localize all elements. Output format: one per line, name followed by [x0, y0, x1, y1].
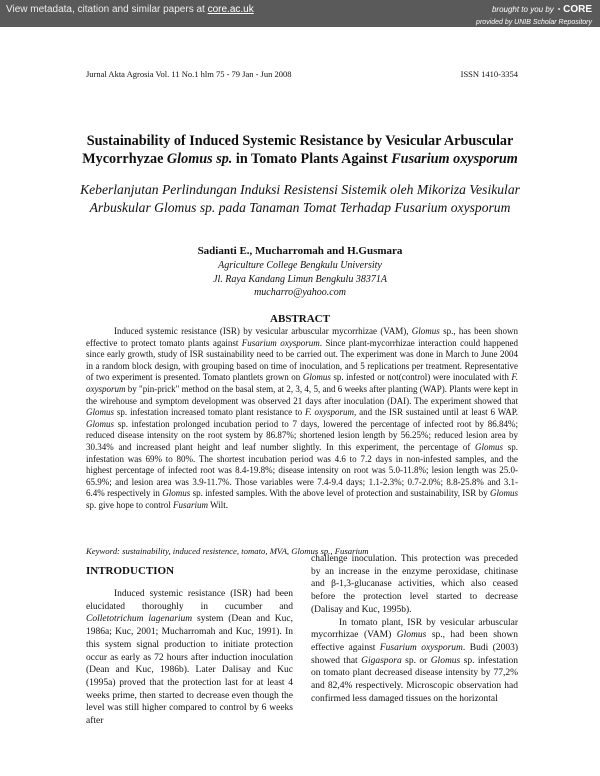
introduction-heading: INTRODUCTION [86, 565, 175, 577]
affiliation-line-2: Jl. Raya Kandang Limun Bengkulu 38371A [213, 273, 387, 285]
intro-paragraph-1: Induced systemic resistance (ISR) had been elucidated thoroughly in cucumber and Colletotrichum lagenarium system (Dean and Kuc, 1986a; Kuc, 2001; Mucharromah and Kuc, 1991). In this system signal production to initiate protection occur as early as 72 hours after induction inoculation (Dean and Kuc, 1986b). Later Dalisay and Kuc (1995a) proved that the protection last for at least 4 weeks prime, then started to decrease even though the level was still higher compared to control by 6 weeks after [86, 589, 294, 727]
keywords: Keyword: sustainability, induced resistence, tomato, MVA, Glomus sp., Fusarium [86, 546, 369, 556]
running-header [86, 69, 518, 79]
brought-by: brought to you by ◔ CORE [491, 4, 592, 15]
affiliation [0, 259, 600, 300]
core-site-link[interactable]: core.ac.uk [207, 4, 254, 15]
core-logo-icon: ◔ [556, 5, 561, 14]
issn: ISSN 1410-3354 [460, 69, 518, 79]
paper-title: Sustainability of Induced Systemic Resistance by Vesicular Arbuscular Mycorrhyzae Glomus sp. in Tomato Plants Against Fusarium oxysporum [82, 133, 518, 167]
journal-citation: Jurnal Akta Agrosia Vol. 11 No.1 hlm 75 - 79 Jan - Jun 2008 [86, 69, 292, 79]
core-brand[interactable]: CORE [563, 4, 592, 15]
abstract-heading: ABSTRACT [270, 313, 330, 325]
intro-paragraph-1-cont: challenge inoculation. This protection was preceded by an increase in the enzyme peroxidase, chitinase and β-1,3-glucanase activities, which also ceased before the protection level started to decrease (Dalisay and Kuc, 1995b). [311, 554, 518, 615]
abstract-body: Induced systemic resistance (ISR) by vesicular arbuscular mycorrhizae (VAM), Glomus sp., has been shown effective to protect tomato plants against Fusarium oxysporum. Since plant-mycorrhizae interaction could happened since early growth, study of ISR sustainability need to be carried out. The experiment was done in March to June 2004 in a random block design, with grouping based on time of inoculation, and 5 replications per treatment. Representative of two experiment is presented. Tomato plantlets grown on Glomus sp. infested or not(control) were inoculated with F. oxysporum by "pin-prick" method on the basal stem, at 2, 3, 4, 5, and 6 weeks after planting (WAP). Plants were kept in the wirehouse and symptom development was observed 21 days after inoculation (DAI). The experiment showed that Glomus sp. infestation increased tomato plant resistance to F. oxysporum, and the ISR sustained until at least 6 WAP. Glomus sp. infestation prolonged incubation period to 7 days, lowered the percentage of infected root by 86.84%; reduced disease intensity on the root system by 86.87%; shortened lesion length by 56.25%; reduced lesion area by 30.34% and increased plant height and leaf number slightly. In this experiment, the percentage of Glomus sp. infestation was 69% to 80%. The shortest incubation period was 4.6 to 7.2 days in non-infested samples, and the highest percentage of infected root was 8.4-19.8%; disease intensity on root was 5.0-11.8%; lesion length was 25.0-65.9%; and lesion area was 3.9-11.7%. Those variables were 7.4-9.4 days; 1.1-2.3%; 0.7-2.0%; 8.8-25.8% and 3.1-6.4% respectively in Glomus sp. infested samples. With the above level of protection and sustainability, ISR by Glomus sp. give hope to control Fusarium Wilt. [86, 326, 518, 510]
intro-column-left [86, 588, 293, 728]
intro-column-right [311, 553, 518, 705]
metadata-link[interactable]: View metadata, citation and similar papers at core.ac.uk [6, 4, 254, 15]
provided-by: provided by UNIB Scholar Repository [476, 19, 592, 26]
authors: Sadianti E., Mucharromah and H.Gusmara [197, 245, 403, 257]
core-banner [0, 0, 600, 27]
affiliation-line-1: Agriculture College Bengkulu University [218, 260, 382, 271]
intro-paragraph-2: In tomato plant, ISR by vesicular arbuscular mycorrhizae (VAM) Glomus sp., had been shown effective against Fusarium oxysporum. Budi (2003) showed that Gigaspora sp. or Glomus sp. infestation on tomato plant decreased disease intensity by 77,2% and 82,4% respectively. Microscopic observation had confirmed less damaged tissues on the horizontal [311, 617, 519, 704]
author-email[interactable]: mucharro@yahoo.com [254, 287, 346, 298]
paper-subtitle: Keberlanjutan Perlindungan Induksi Resistensi Sistemik oleh Mikoriza Vesikular Arbuskular Glomus sp. pada Tanaman Tomat Terhadap Fusarium oxysporum [80, 182, 520, 215]
